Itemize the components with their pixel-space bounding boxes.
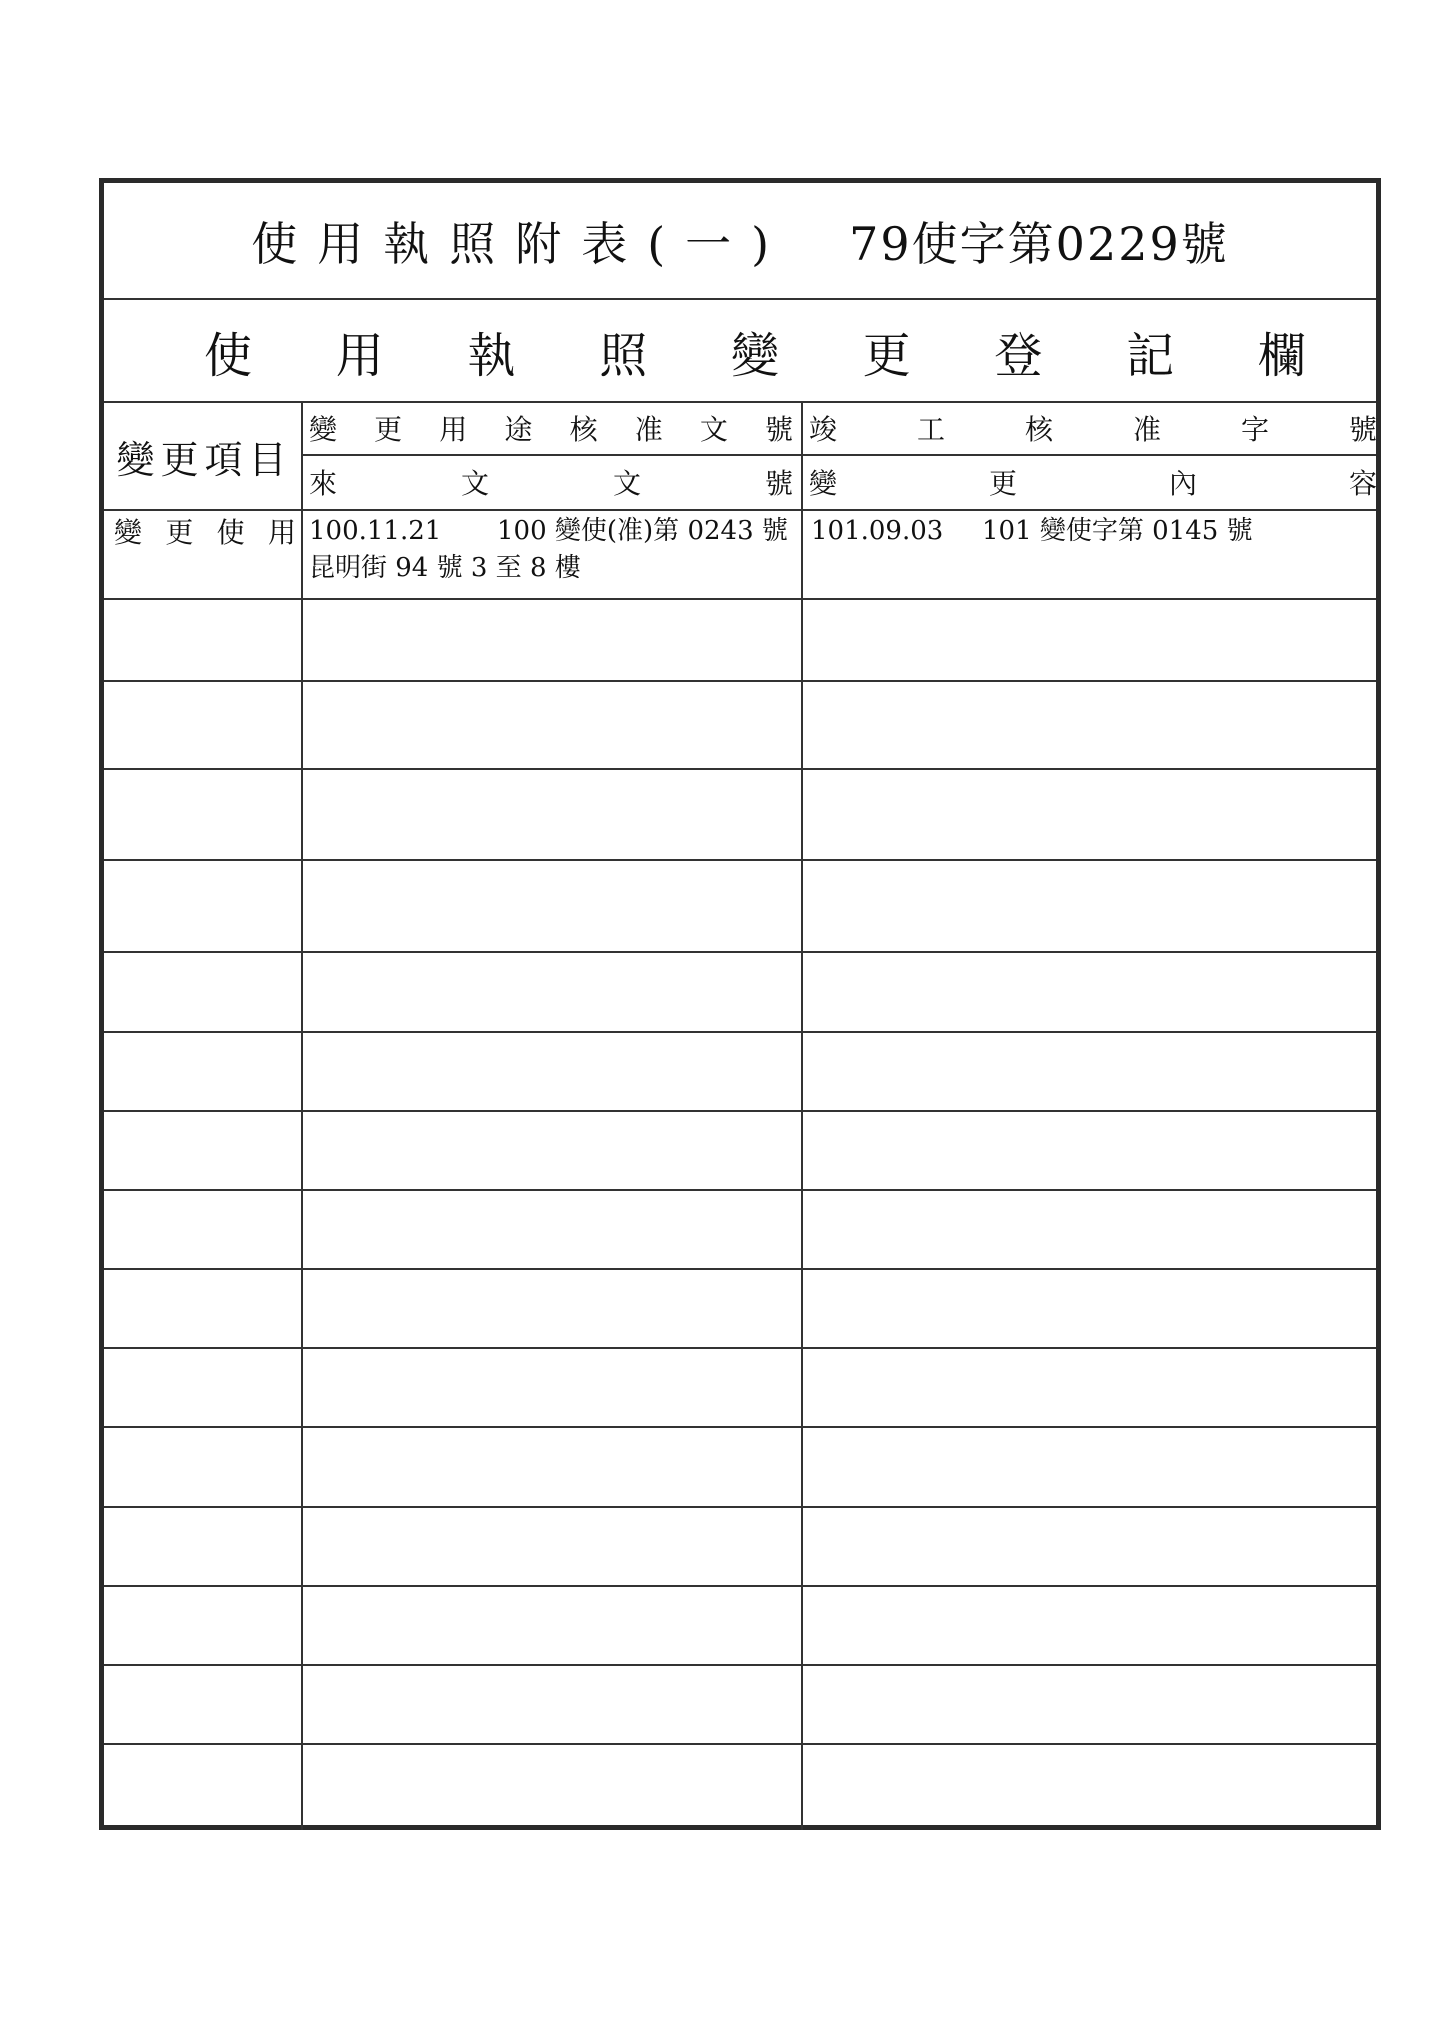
- divider: [104, 1426, 1376, 1428]
- section-title: 使 用 執 照 變 更 登 記 欄: [204, 327, 1306, 384]
- completion-number: 101 變使字第 0145 號: [982, 516, 1253, 546]
- divider: [104, 1585, 1376, 1587]
- column-divider: [301, 401, 303, 1830]
- divider: [104, 1743, 1376, 1745]
- divider: [104, 1506, 1376, 1508]
- header-approval-number: 變 更 用 途 核 准 文 號: [309, 413, 793, 446]
- approval-number: 100 變使(准)第 0243 號: [497, 516, 788, 546]
- registration-table-frame: [99, 178, 1381, 1830]
- header-change-content: 變 更 內 容: [809, 467, 1377, 500]
- form-title: [104, 183, 1376, 298]
- header-incoming-number: 來 文 文 號: [309, 467, 793, 500]
- divider: [104, 951, 1376, 953]
- row-change-item: 變 更 使 用: [114, 516, 296, 549]
- license-number: 79使字第0229號: [849, 216, 1229, 271]
- divider: [104, 1664, 1376, 1666]
- divider: [104, 1268, 1376, 1270]
- divider: [104, 1347, 1376, 1349]
- divider: [104, 1110, 1376, 1112]
- column-divider: [801, 401, 803, 1830]
- divider: [104, 1189, 1376, 1191]
- header-completion-number: 竣 工 核 准 字 號: [809, 413, 1377, 446]
- incoming-address: 昆明街 94 號 3 至 8 樓: [309, 553, 581, 583]
- header-change-item: 變更項目: [116, 437, 293, 482]
- approval-date: 100.11.21: [309, 516, 442, 546]
- divider: [104, 859, 1376, 861]
- divider: [104, 768, 1376, 770]
- divider: [104, 298, 1376, 300]
- completion-date: 101.09.03: [811, 516, 944, 546]
- divider: [104, 680, 1376, 682]
- divider: [104, 1031, 1376, 1033]
- divider: [104, 598, 1376, 600]
- form-title-main: 使用執照附表(一): [251, 216, 790, 271]
